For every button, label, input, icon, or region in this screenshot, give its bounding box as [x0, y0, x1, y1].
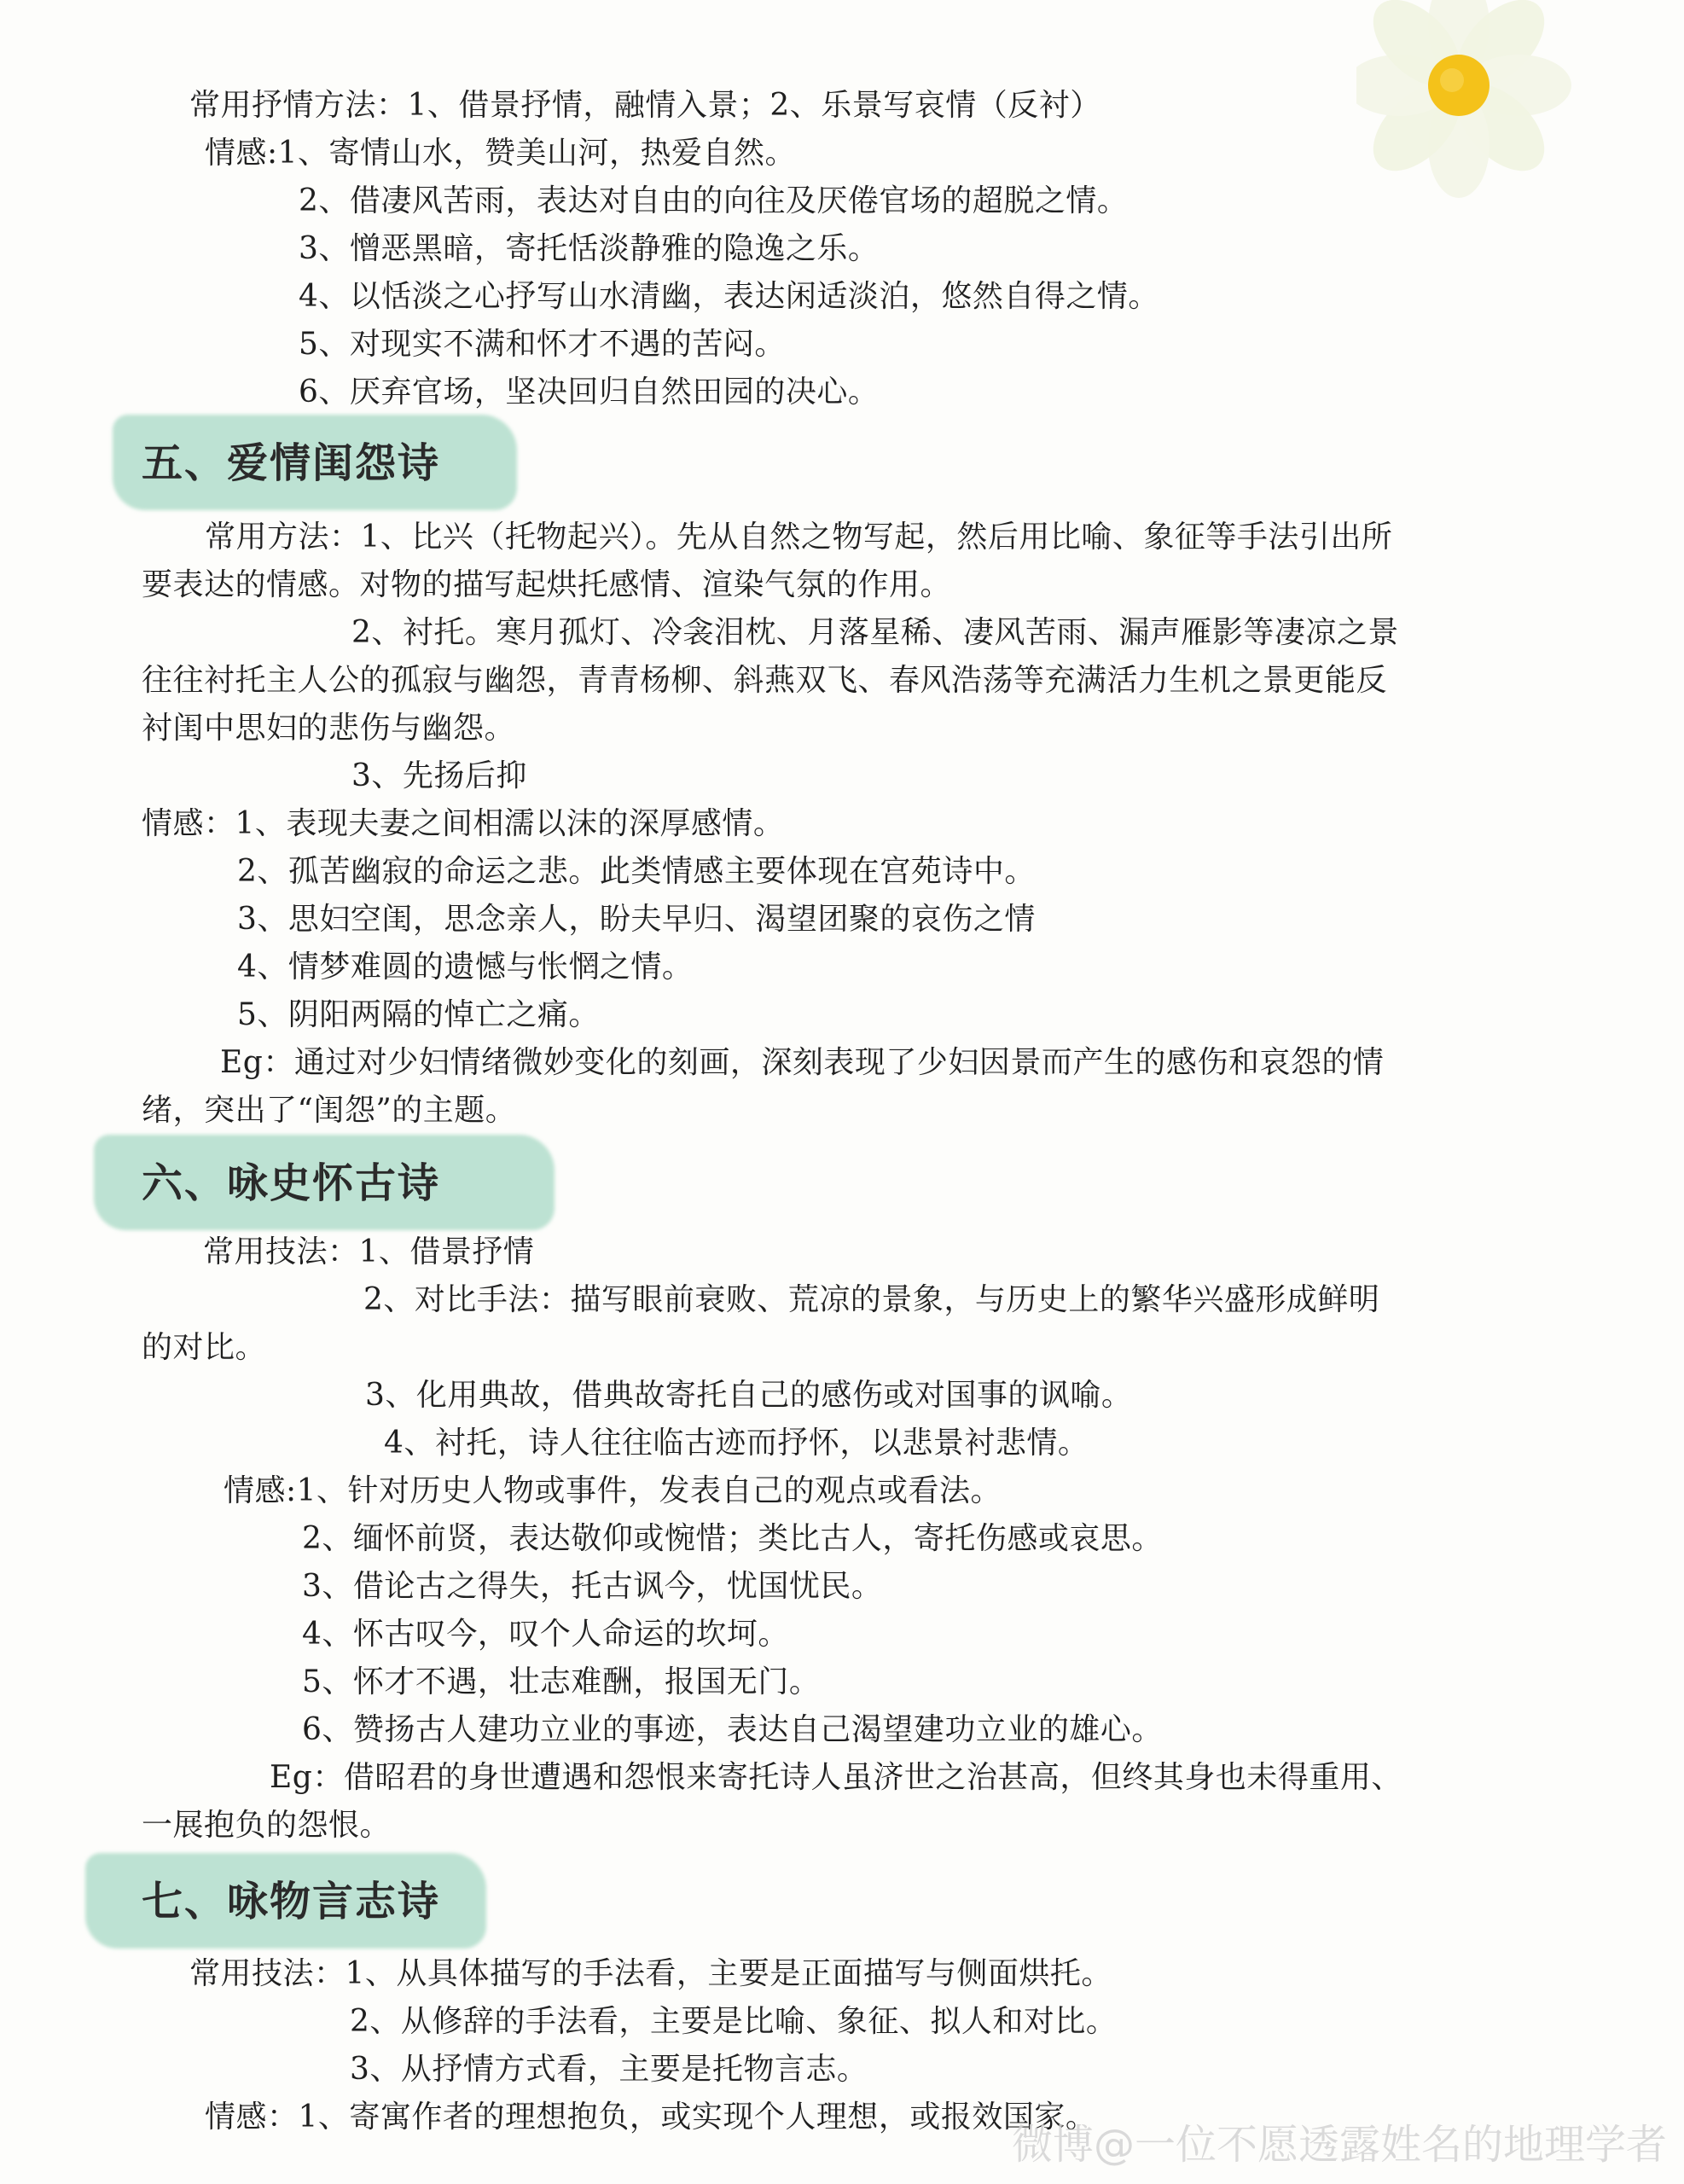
section-heading-text: 六、咏史怀古诗 [142, 1159, 441, 1207]
section5-line: 情感：1、表现夫妻之间相濡以沫的深厚感情。 [142, 806, 785, 841]
section5-line: 5、阴阳两隔的悼亡之痛。 [237, 997, 600, 1032]
section6-line: 3、化用典故，借典故寄托自己的感伤或对国事的讽喻。 [365, 1378, 1133, 1413]
intro-emotion-line: 2、借凄风苦雨，表达对自由的向往及厌倦官场的超脱之情。 [299, 183, 1129, 218]
section7-line: 常用技法：1、从具体描写的手法看，主要是正面描写与侧面烘托。 [189, 1956, 1112, 1991]
section6-line: 4、怀古叹今，叹个人命运的坎坷。 [302, 1617, 789, 1652]
section6-line: 一展抱负的怨恨。 [142, 1808, 392, 1843]
intro-emotion-line: 3、憎恶黑暗，寄托恬淡静雅的隐逸之乐。 [299, 231, 880, 266]
intro-emotion-line: 4、以恬淡之心抒写山水清幽，表达闲适淡泊，悠然自得之情。 [299, 279, 1159, 314]
section6-line: 3、借论古之得失，托古讽今，忧国忧民。 [302, 1569, 883, 1604]
intro-emotion-line: 情感:1、寄情山水，赞美山河，热爱自然。 [205, 136, 797, 171]
section6-line: Eg：借昭君的身世遭遇和怨恨来寄托诗人虽济世之治甚高，但终其身也未得重用、 [270, 1760, 1402, 1795]
section6-line: 4、衬托，诗人往往临古迹而抒怀，以悲景衬悲情。 [384, 1426, 1089, 1461]
section6-line: 5、怀才不遇，壮志难酬，报国无门。 [302, 1664, 821, 1699]
section-heading-7 [85, 1853, 486, 1949]
section5-line: 4、情梦难圆的遗憾与怅惘之情。 [237, 950, 694, 985]
section7-line: 2、从修辞的手法看，主要是比喻、象征、拟人和对比。 [350, 2004, 1118, 2039]
weibo-watermark: 微博@一位不愿透露姓名的地理学者 [1011, 2121, 1667, 2169]
section5-line: 常用方法：1、比兴（托物起兴）。先从自然之物写起，然后用比喻、象征等手法引出所 [205, 520, 1393, 555]
section6-line: 2、对比手法：描写眼前衰败、荒凉的景象，与历史上的繁华兴盛形成鲜明 [363, 1282, 1380, 1317]
section6-line: 6、赞扬古人建功立业的事迹，表达自己渴望建功立业的雄心。 [302, 1712, 1163, 1747]
section5-line: 衬闺中思妇的悲伤与幽怨。 [142, 711, 516, 746]
section6-line: 情感:1、针对历史人物或事件，发表自己的观点或看法。 [224, 1473, 1002, 1508]
section-heading-text: 七、咏物言志诗 [142, 1878, 441, 1926]
section6-line: 的对比。 [142, 1330, 267, 1365]
intro-emotion-line: 5、对现实不满和怀才不遇的苦闷。 [299, 327, 786, 362]
section5-line: 绪，突出了“闺怨”的主题。 [142, 1093, 517, 1128]
section5-line: 2、孤苦幽寂的命运之悲。此类情感主要体现在宫苑诗中。 [237, 854, 1036, 889]
section6-line: 2、缅怀前贤，表达敬仰或惋惜；类比古人，寄托伤感或哀思。 [302, 1521, 1163, 1556]
daisy-icon [1356, 0, 1684, 256]
section7-line: 情感：1、寄寓作者的理想抱负，或实现个人理想，或报效国家。 [205, 2100, 1097, 2135]
section5-line: Eg：通过对少妇情绪微妙变化的刻画，深刻表现了少妇因景而产生的感伤和哀怨的情 [220, 1045, 1385, 1080]
section5-line: 3、思妇空闺，思念亲人，盼夫早归、渴望团聚的哀伤之情 [237, 902, 1036, 937]
section-heading-6 [94, 1135, 555, 1230]
section6-line: 常用技法：1、借景抒情 [203, 1234, 535, 1269]
intro-methods: 常用抒情方法：1、借景抒情，融情入景；2、乐景写哀情（反衬） [189, 88, 1101, 123]
section7-line: 3、从抒情方式看，主要是托物言志。 [350, 2052, 868, 2087]
intro-emotion-line: 6、厌弃官场，坚决回归自然田园的决心。 [299, 375, 880, 410]
section5-line: 3、先扬后抑 [351, 758, 527, 793]
section-heading-text: 五、爱情闺怨诗 [142, 439, 441, 487]
section5-line: 要表达的情感。对物的描写起烘托感情、渲染气氛的作用。 [142, 567, 952, 602]
section5-line: 往往衬托主人公的孤寂与幽怨，青青杨柳、斜燕双飞、春风浩荡等充满活力生机之景更能反 [142, 663, 1388, 698]
section5-line: 2、衬托。寒月孤灯、冷衾泪枕、月落星稀、凄风苦雨、漏声雁影等凄凉之景 [351, 615, 1399, 650]
section-heading-5 [113, 415, 517, 510]
